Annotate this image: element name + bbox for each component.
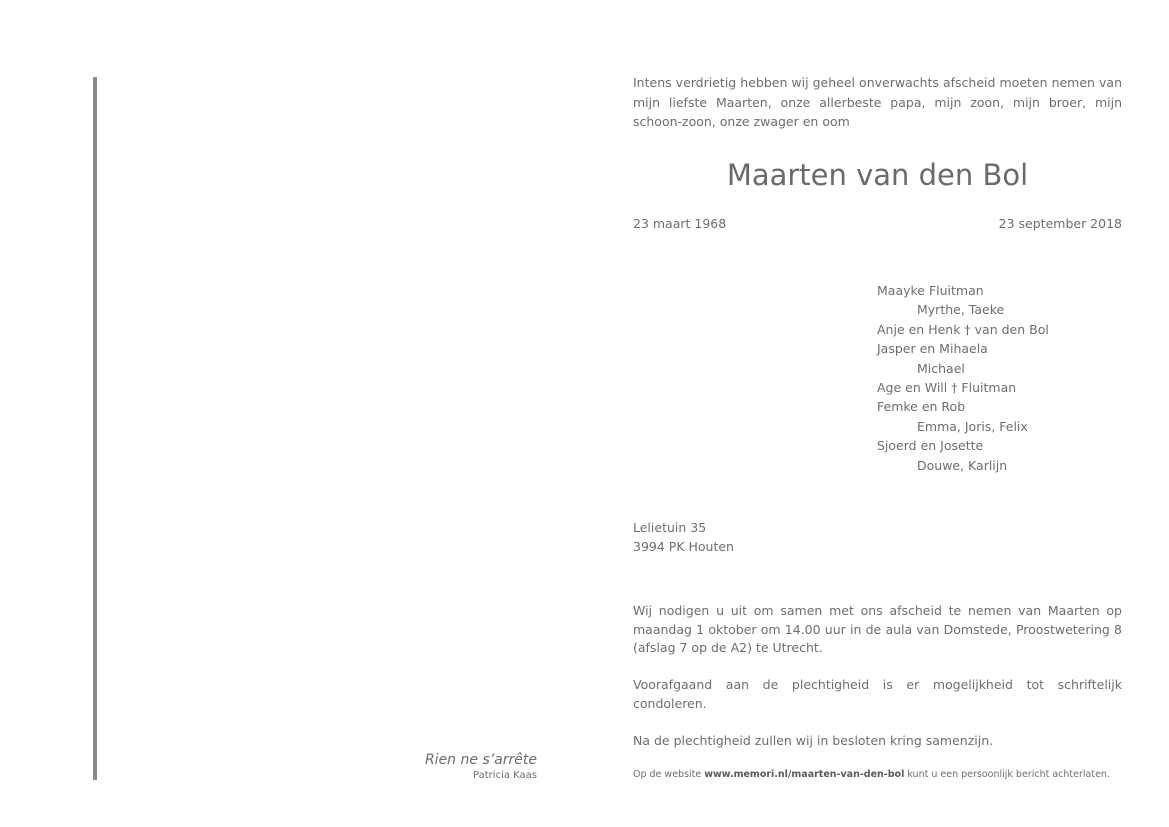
invitation-paragraph: Na de plechtigheid zullen wij in besloten kring samenzijn.	[633, 732, 994, 748]
website-link[interactable]: www.memori.nl/maarten-van-den-bol	[704, 769, 905, 780]
family-member: Myrthe, Taeke	[917, 302, 1005, 318]
website-note	[633, 768, 1122, 782]
quote-block	[425, 751, 537, 783]
address-street: Lelietuin 35	[633, 520, 707, 535]
family-member: Emma, Joris, Felix	[917, 418, 1028, 434]
family-list	[877, 281, 1049, 475]
family-member: Jasper en Mihaela	[877, 341, 988, 357]
intro-text: Intens verdrietig hebben wij geheel onverwachts afscheid moeten nemen van mijn liefste Maarten, onze allerbeste papa, mijn zoon, mijn broer, mijn schoon-zoon, onze zwager en oom	[633, 75, 1122, 129]
family-member: Michael	[917, 360, 965, 376]
invitation-paragraph: Voorafgaand aan de plechtigheid is er mogelijkheid tot schriftelijk condoleren.	[633, 677, 1122, 711]
family-member: Maayke Fluitman	[877, 283, 984, 298]
dates-row	[633, 215, 1122, 233]
website-suffix: kunt u een persoonlijk bericht achterlaten.	[904, 769, 1110, 780]
birth-date: 23 maart 1968	[633, 216, 727, 231]
quote-author: Patricia Kaas	[473, 770, 537, 781]
invitation-paragraph: Wij nodigen u uit om samen met ons afscheid te nemen van Maarten op maandag 1 oktober om 14.00 uur in de aula van Domstede, Proostwetering 8 (afslag 7 op de A2) te Utrecht.	[633, 603, 1122, 655]
quote-text: Rien ne s’arrête	[424, 752, 537, 768]
family-member: Anje en Henk † van den Bol	[877, 321, 1049, 337]
family-member: Douwe, Karlijn	[917, 457, 1008, 473]
website-prefix: Op de website	[633, 769, 705, 780]
invitation-block	[633, 602, 1122, 769]
family-member: Femke en Rob	[877, 399, 966, 415]
address-city: 3994 PK Houten	[633, 538, 734, 554]
decorative-vertical-bar	[93, 77, 97, 780]
address-block	[633, 519, 1122, 556]
deceased-name: Maarten van den Bol	[726, 158, 1029, 192]
death-date: 23 september 2018	[998, 216, 1122, 231]
family-member: Age en Will † Fluitman	[877, 380, 1017, 396]
family-member: Sjoerd en Josette	[877, 438, 984, 454]
